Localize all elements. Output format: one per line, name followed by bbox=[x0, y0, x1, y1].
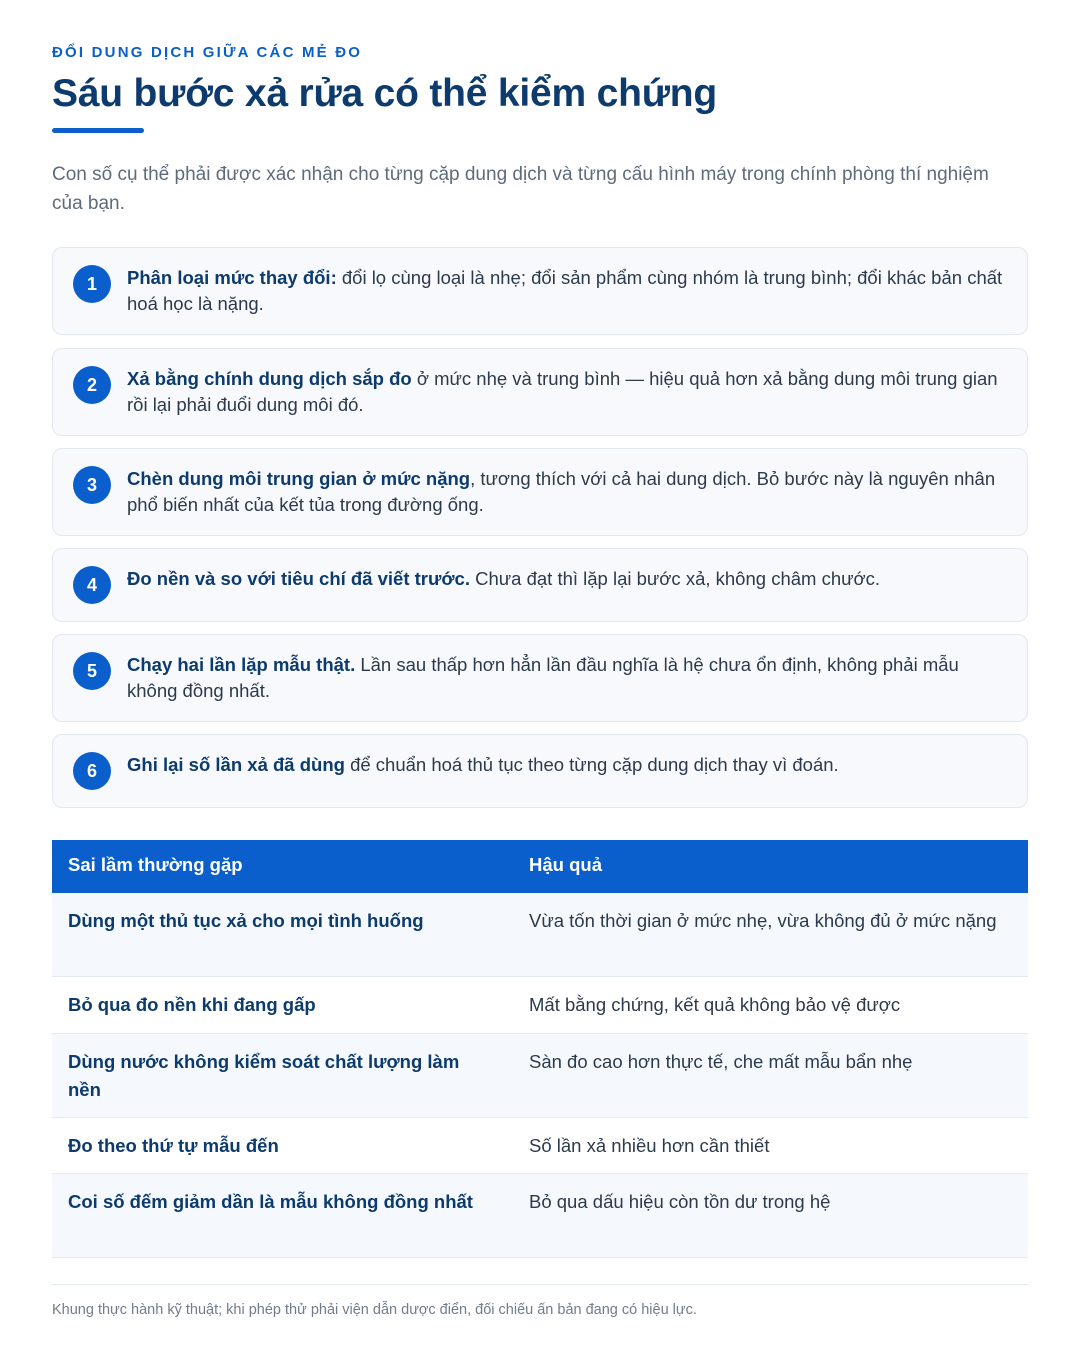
step-text bbox=[127, 752, 1003, 778]
step-body: ở mức nhẹ và trung bình — hiệu quả hơn xả bằng dung môi trung gian rồi lại phải đuổi dung môi đó. bbox=[127, 368, 998, 415]
step-text bbox=[127, 466, 1003, 518]
mistake-cell: Dùng nước không kiểm soát chất lượng làm nền bbox=[68, 1051, 460, 1100]
step-body: để chuẩn hoá thủ tục theo từng cặp dung dịch thay vì đoán. bbox=[344, 754, 839, 775]
table-header bbox=[52, 840, 1028, 893]
step-card bbox=[52, 448, 1028, 536]
consequence-cell: Vừa tốn thời gian ở mức nhẹ, vừa không đủ ở mức nặng bbox=[529, 910, 997, 931]
step-number: 5 bbox=[73, 652, 111, 690]
table-row bbox=[52, 1118, 1028, 1174]
step-title: Chạy hai lần lặp mẫu thật. bbox=[127, 654, 356, 675]
page-title: Sáu bước xả rửa có thể kiểm chứng bbox=[52, 72, 718, 115]
step-text bbox=[127, 566, 1003, 592]
step-body: Lần sau thấp hơn hẳn lần đầu nghĩa là hệ chưa ổn định, không phải mẫu không đồng nhất. bbox=[127, 654, 959, 701]
table-row bbox=[52, 1174, 1028, 1258]
step-text bbox=[127, 366, 1003, 418]
consequence-cell: Mất bằng chứng, kết quả không bảo vệ được bbox=[529, 994, 901, 1015]
step-body: đổi lọ cùng loại là nhẹ; đổi sản phẩm cùng nhóm là trung bình; đổi khác bản chất hoá học là nặng. bbox=[127, 267, 1003, 314]
mistake-cell: Bỏ qua đo nền khi đang gấp bbox=[68, 994, 316, 1015]
step-text bbox=[127, 265, 1003, 317]
column-header-mistake: Sai lầm thường gặp bbox=[68, 854, 243, 875]
table-row bbox=[52, 977, 1028, 1034]
column-header-consequence: Hậu quả bbox=[529, 854, 602, 875]
step-body: Chưa đạt thì lặp lại bước xả, không châm chước. bbox=[469, 568, 881, 589]
step-title: Xả bằng chính dung dịch sắp đo bbox=[127, 368, 412, 389]
table-row bbox=[52, 893, 1028, 977]
mistake-cell: Đo theo thứ tự mẫu đến bbox=[68, 1135, 279, 1156]
mistake-cell: Dùng một thủ tục xả cho mọi tình huống bbox=[68, 910, 424, 931]
step-number: 4 bbox=[73, 566, 111, 604]
step-number: 2 bbox=[73, 366, 111, 404]
mistake-cell: Coi số đếm giảm dần là mẫu không đồng nhất bbox=[68, 1191, 473, 1212]
step-text bbox=[127, 652, 1003, 704]
consequence-cell: Số lần xả nhiều hơn cần thiết bbox=[529, 1135, 770, 1156]
footer-note: Khung thực hành kỹ thuật; khi phép thử phải viện dẫn dược điển, đối chiếu ấn bản đang có hiệu lực. bbox=[52, 1302, 697, 1318]
step-number: 1 bbox=[73, 265, 111, 303]
step-card bbox=[52, 247, 1028, 335]
intro-text: Con số cụ thể phải được xác nhận cho từng cặp dung dịch và từng cấu hình máy trong chính phòng thí nghiệm của bạn. bbox=[52, 164, 989, 214]
step-title: Đo nền và so với tiêu chí đã viết trước. bbox=[127, 568, 470, 589]
step-title: Chèn dung môi trung gian ở mức nặng bbox=[127, 468, 471, 489]
step-title: Ghi lại số lần xả đã dùng bbox=[127, 754, 345, 775]
consequence-cell: Bỏ qua dấu hiệu còn tồn dư trong hệ bbox=[529, 1191, 831, 1212]
step-number: 3 bbox=[73, 466, 111, 504]
step-number: 6 bbox=[73, 752, 111, 790]
table-row bbox=[52, 1034, 1028, 1118]
step-card bbox=[52, 548, 1028, 622]
title-underline bbox=[52, 128, 144, 133]
step-title: Phân loại mức thay đổi: bbox=[127, 267, 337, 288]
step-body: , tương thích với cả hai dung dịch. Bỏ bước này là nguyên nhân phổ biến nhất của kết tủa trong đường ống. bbox=[127, 468, 996, 515]
step-card bbox=[52, 634, 1028, 722]
footer-divider bbox=[52, 1284, 1028, 1285]
eyebrow: ĐỔI DUNG DỊCH GIỮA CÁC MẺ ĐO bbox=[52, 44, 363, 61]
consequence-cell: Sàn đo cao hơn thực tế, che mất mẫu bẩn nhẹ bbox=[529, 1051, 913, 1072]
step-card bbox=[52, 734, 1028, 808]
step-card bbox=[52, 348, 1028, 436]
